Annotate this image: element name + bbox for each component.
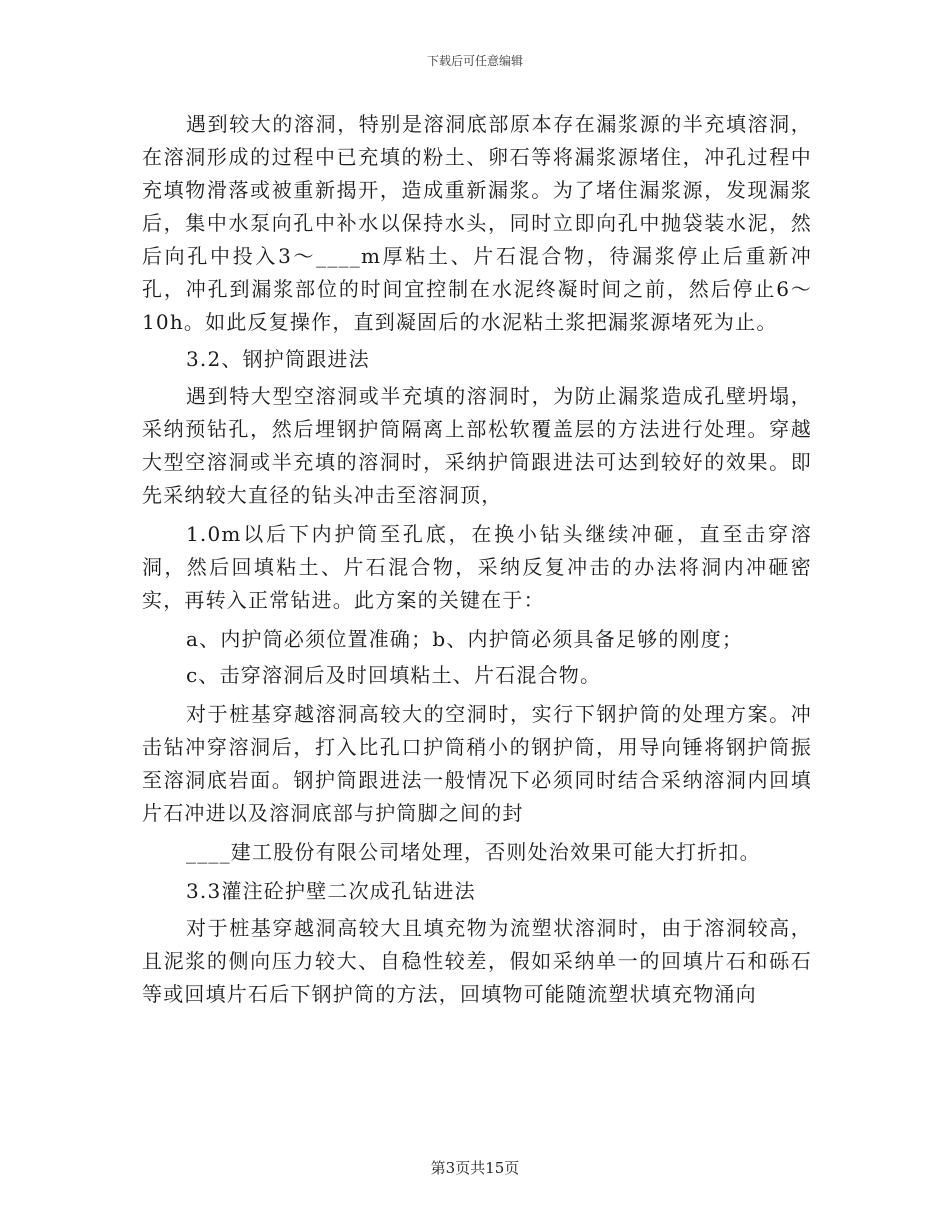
list-item: c、击穿溶洞后及时回填粘土、片石混合物。 [186, 663, 602, 687]
paragraph: ____建工股份有限公司堵处理，否则处治效果可能大打折扣。 [186, 840, 761, 864]
document-body [142, 108, 812, 1011]
paragraph: 1.0m以后下内护筒至孔底，在换小钻头继续冲砸，直至击穿溶洞，然后回填粘土、片石混合物，采纳反复冲击的办法将洞内冲砸密实，再转入正常钻进。此方案的关键在于： [142, 522, 812, 612]
list-item: a、内护筒必须位置准确；b、内护筒必须具备足够的刚度； [186, 627, 744, 651]
section-heading: 3.2、钢护筒跟进法 [186, 347, 370, 371]
paragraph: 遇到特大型空溶洞或半充填的溶洞时，为防止漏浆造成孔壁坍塌，采纳预钻孔，然后埋钢护筒隔离上部松软覆盖层的方法进行处理。穿越大型空溶洞或半充填的溶洞时，采纳护筒跟进法可达到较好的效果。即先采纳较大直径的钻头冲击至溶洞顶， [142, 384, 812, 507]
paragraph: 对于桩基穿越洞高较大且填充物为流塑状溶洞时，由于溶洞较高，且泥浆的侧向压力较大、自稳性较差，假如采纳单一的回填片石和砾石等或回填片石后下钢护筒的方法，回填物可能随流塑状填充物涌向 [142, 916, 812, 1006]
page-number: 第3页共15页 [430, 1159, 520, 1177]
section-heading: 3.3灌注砼护壁二次成孔钻进法 [186, 879, 476, 903]
page-header: 下载后可任意编辑 [426, 54, 523, 68]
paragraph: 遇到较大的溶洞，特别是溶洞底部原本存在漏浆源的半充填溶洞，在溶洞形成的过程中已充填的粉土、卵石等将漏浆源堵住，冲孔过程中充填物滑落或被重新揭开，造成重新漏浆。为了堵住漏浆源，发现漏浆后，集中水泵向孔中补水以保持水头，同时立即向孔中抛袋装水泥，然后向孔中投入3～____m厚粘土、片石混合物，待漏浆停止后重新冲孔，冲孔到漏浆部位的时间宜控制在水泥终凝时间之前，然后停止6～10h。如此反复操作，直到凝固后的水泥粘土浆把漏浆源堵死为止。 [142, 112, 812, 334]
paragraph: 对于桩基穿越溶洞高较大的空洞时，实行下钢护筒的处理方案。冲击钻冲穿溶洞后，打入比孔口护筒稍小的钢护筒，用导向锤将钢护筒振至溶洞底岩面。钢护筒跟进法一般情况下必须同时结合采纳溶洞内回填片石冲进以及溶洞底部与护筒脚之间的封 [142, 702, 812, 825]
